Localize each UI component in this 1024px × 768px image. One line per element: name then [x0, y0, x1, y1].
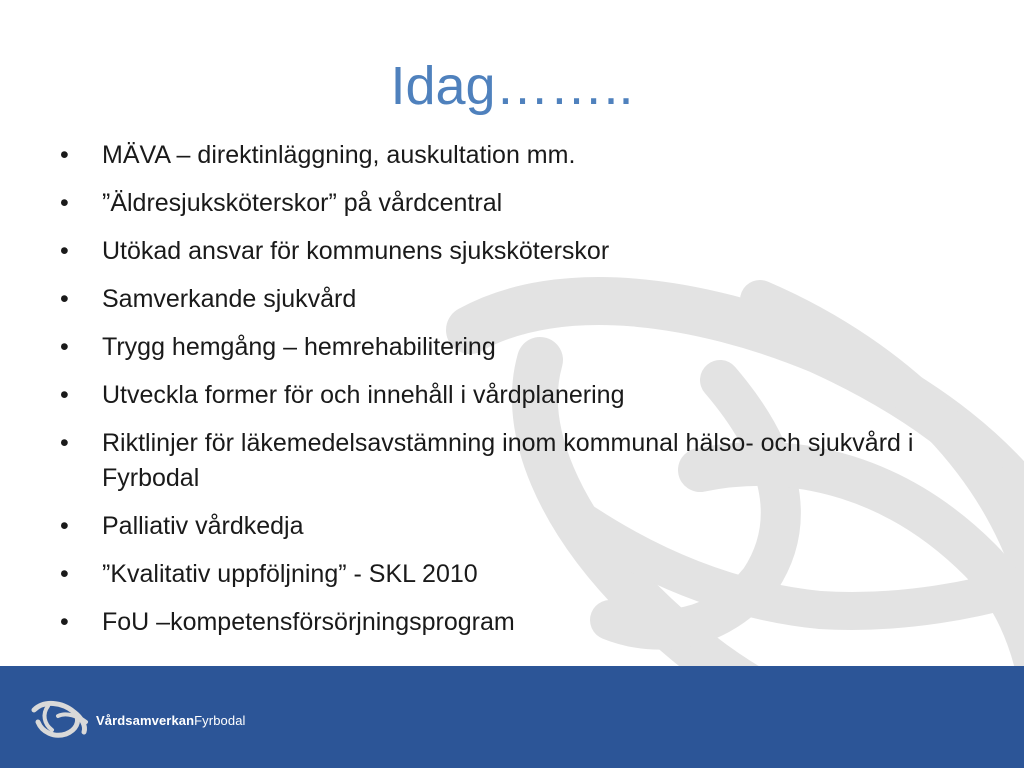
- bullet-text: FoU –kompetensförsörjningsprogram: [102, 608, 515, 636]
- logo-swirl-icon: [28, 692, 90, 744]
- bullet-text: ”Äldresjuksköterskor” på vårdcentral: [102, 189, 503, 217]
- bullet-marker: •: [60, 381, 69, 409]
- bullet-marker: •: [60, 608, 69, 636]
- bullet-text: Palliativ vårdkedja: [102, 512, 304, 540]
- bullet-marker: •: [60, 429, 69, 457]
- logo-wordmark-regular: Fyrbodal: [194, 712, 246, 728]
- bullet-marker: •: [60, 237, 69, 265]
- bullet-marker: •: [60, 512, 69, 540]
- bullet-marker: •: [60, 333, 69, 361]
- bullet-text: Utökad ansvar för kommunens sjuksköterskor: [102, 237, 610, 265]
- bullet-text: Riktlinjer för läkemedelsavstämning inom kommunal hälso- och sjukvård i Fyrbodal: [102, 429, 914, 492]
- logo-wordmark: [96, 713, 246, 728]
- bullet-item: [60, 557, 990, 592]
- bullet-item: [60, 234, 990, 269]
- bullet-text: MÄVA – direktinläggning, auskultation mm.: [102, 141, 576, 169]
- bullet-item: [60, 186, 990, 221]
- bullet-marker: •: [60, 560, 69, 588]
- bullet-item: [60, 330, 990, 365]
- bullet-item: [60, 426, 990, 496]
- vardsamverkan-logo: [28, 692, 246, 744]
- bullet-text: Utveckla former för och innehåll i vårdplanering: [102, 381, 625, 409]
- bullet-marker: •: [60, 189, 69, 217]
- bullet-item: [60, 509, 990, 544]
- bullet-text: ”Kvalitativ uppföljning” - SKL 2010: [102, 560, 478, 588]
- bullet-item: [60, 378, 990, 413]
- bullet-item: [60, 605, 990, 640]
- logo-wordmark-bold: Vårdsamverkan: [96, 712, 195, 728]
- bullet-marker: •: [60, 141, 69, 169]
- bullet-item: [60, 282, 990, 317]
- bullet-text: Samverkande sjukvård: [102, 285, 357, 313]
- slide-title: Idag……..: [390, 56, 634, 116]
- bullet-list: [60, 138, 990, 653]
- footer-bar: [0, 666, 1024, 768]
- bullet-item: [60, 138, 990, 173]
- bullet-text: Trygg hemgång – hemrehabilitering: [102, 333, 496, 361]
- bullet-marker: •: [60, 285, 69, 313]
